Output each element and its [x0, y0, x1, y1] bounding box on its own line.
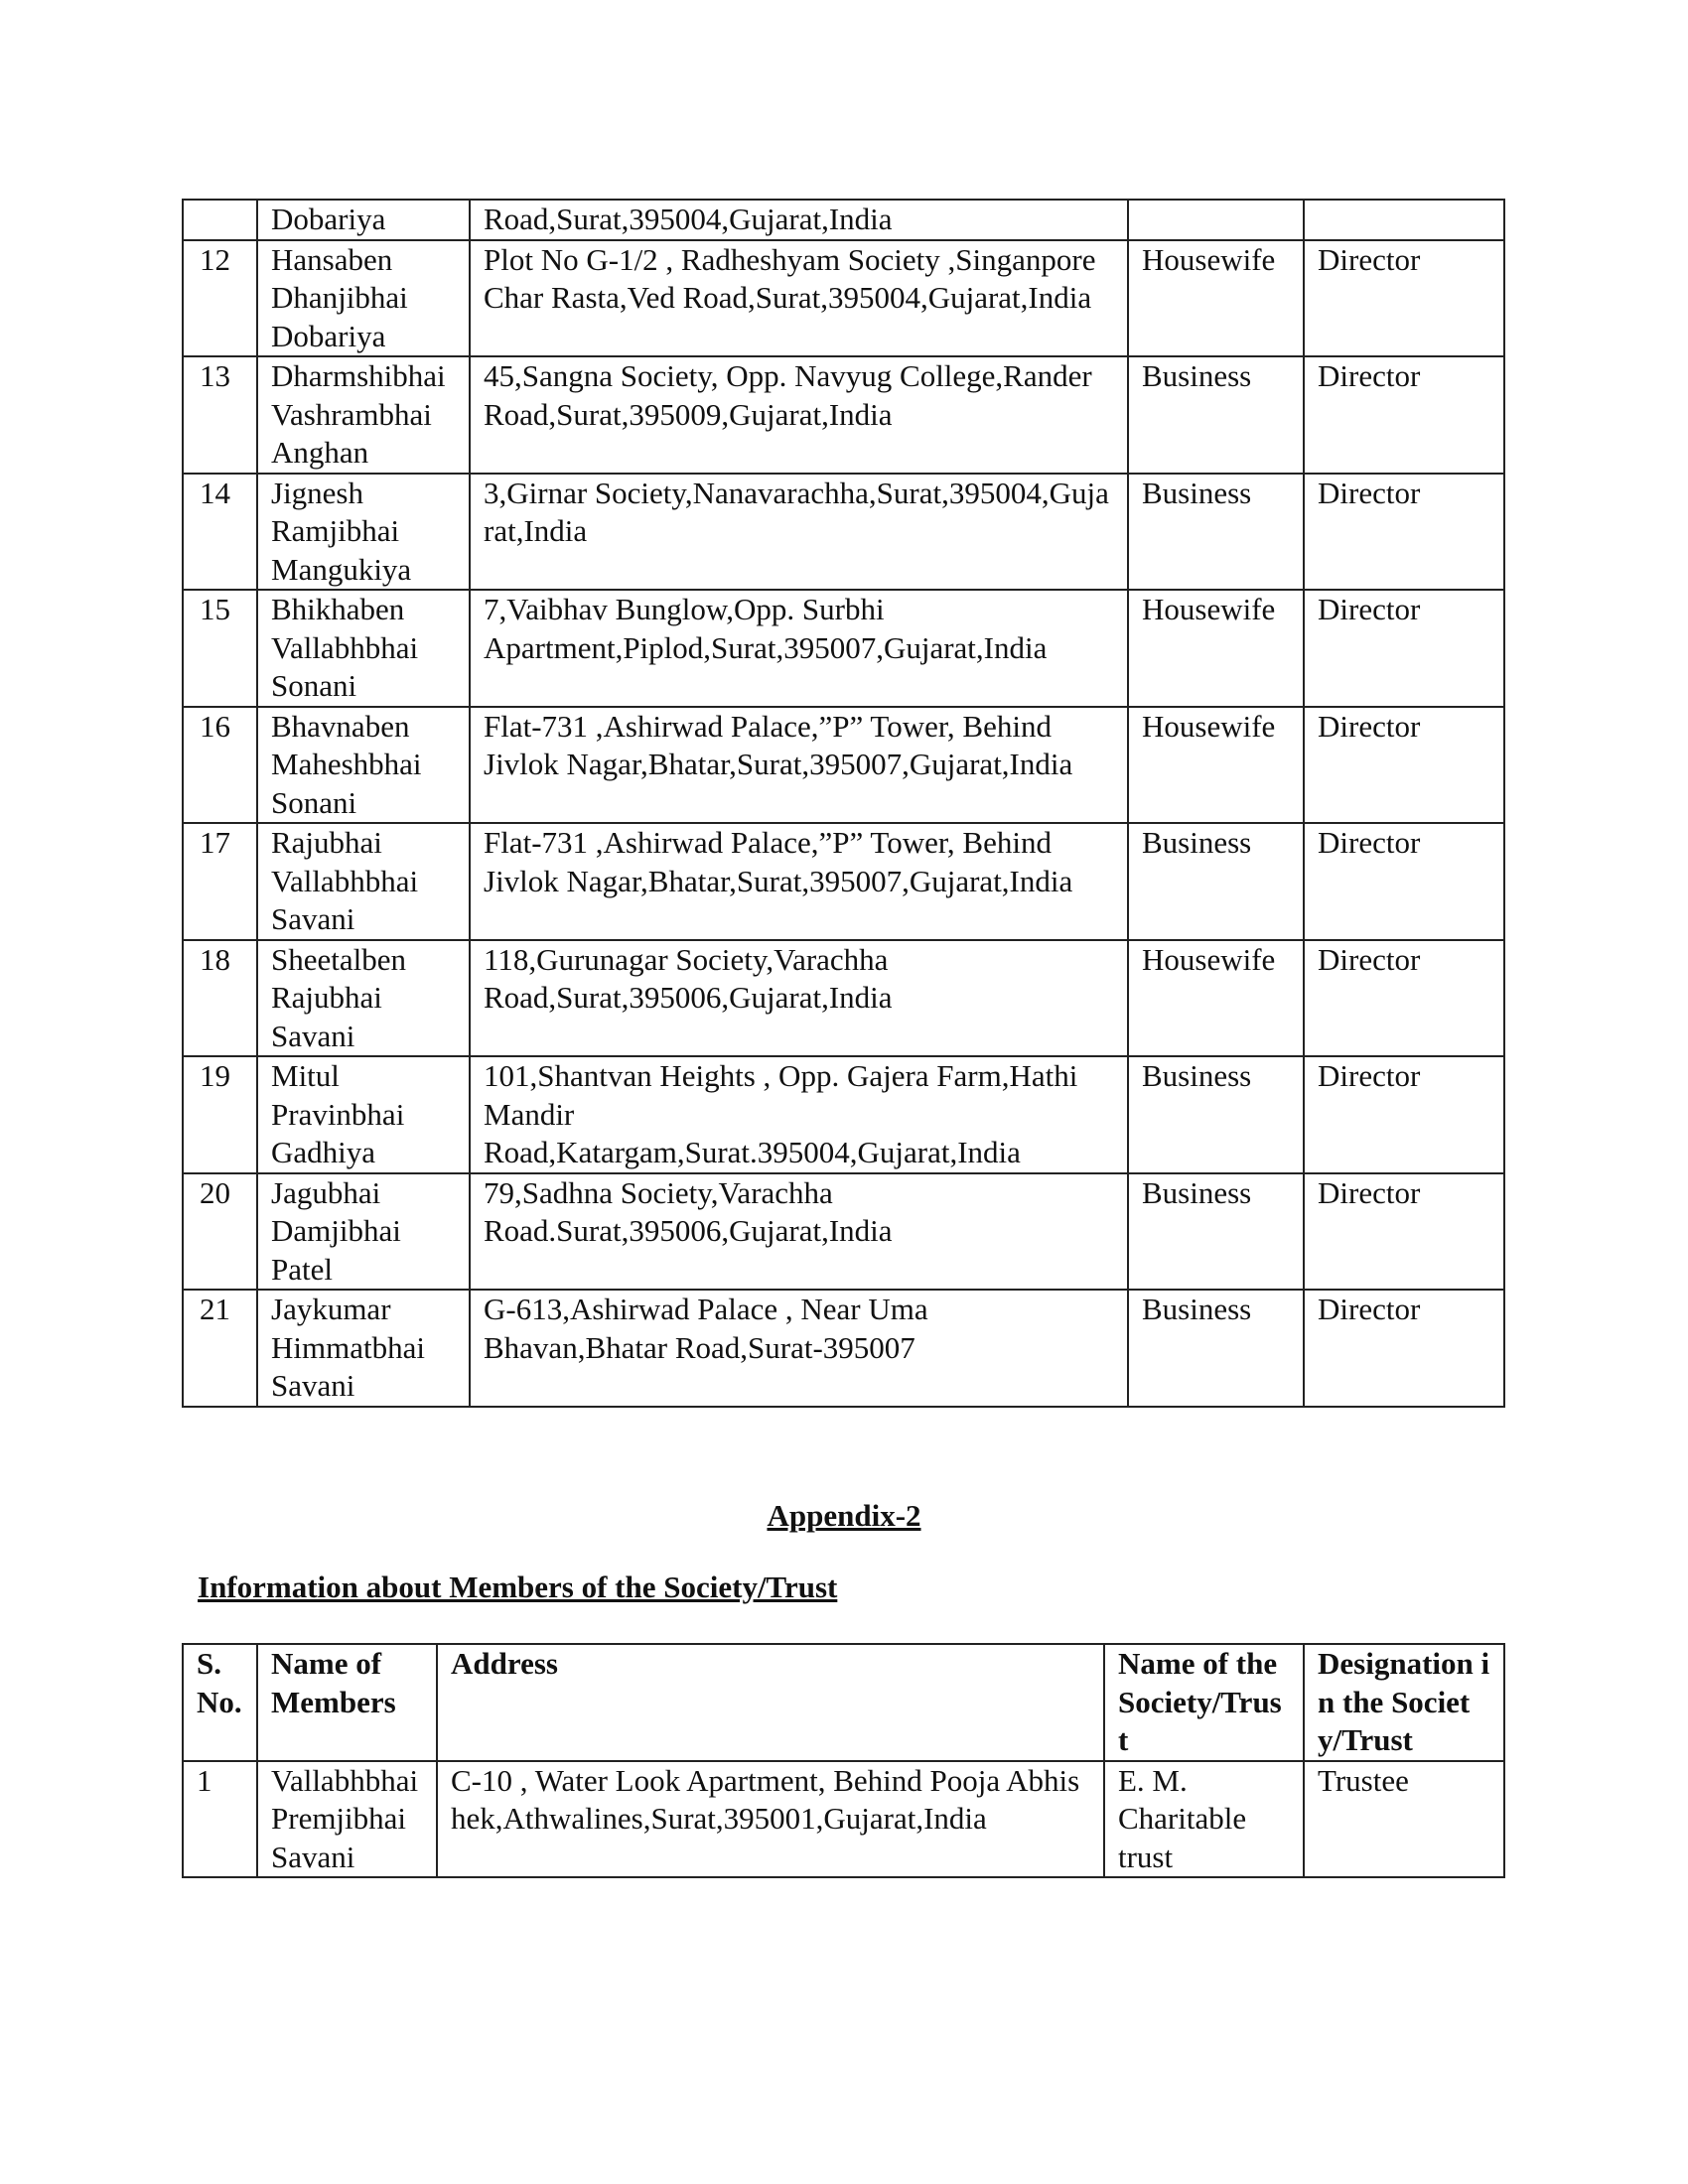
serial-number: 13 — [183, 356, 257, 474]
members-heading: Information about Members of the Society/Trust — [198, 1570, 838, 1604]
director-occupation: Housewife — [1128, 240, 1304, 357]
director-name: Hansaben Dhanjibhai Dobariya — [257, 240, 470, 357]
director-occupation: Business — [1128, 1173, 1304, 1291]
director-address: Flat-731 ,Ashirwad Palace,”P” Tower, Behind Jivlok Nagar,Bhatar,Surat,395007,Gujarat,India — [470, 707, 1128, 824]
director-designation: Director — [1304, 356, 1504, 474]
director-name: Mitul Pravinbhai Gadhiya — [257, 1056, 470, 1173]
table-row — [183, 707, 1504, 824]
member-designation: Trustee — [1304, 1761, 1504, 1878]
serial-number — [183, 200, 257, 240]
member-society: E. M. Charitable trust — [1104, 1761, 1304, 1878]
director-name: Bhavnaben Maheshbhai Sonani — [257, 707, 470, 824]
director-occupation: Business — [1128, 474, 1304, 591]
table-row — [183, 1173, 1504, 1291]
member-address: C-10 , Water Look Apartment, Behind Pooja Abhishek,Athwalines,Surat,395001,Gujarat,India — [437, 1761, 1104, 1878]
serial-number: 12 — [183, 240, 257, 357]
director-address: Road,Surat,395004,Gujarat,India — [470, 200, 1128, 240]
director-address: 101,Shantvan Heights , Opp. Gajera Farm,Hathi Mandir Road,Katargam,Surat.395004,Gujarat,India — [470, 1056, 1128, 1173]
director-designation — [1304, 200, 1504, 240]
director-occupation: Business — [1128, 1290, 1304, 1407]
director-designation: Director — [1304, 590, 1504, 707]
column-header-address: Address — [437, 1644, 1104, 1761]
director-address: Flat-731 ,Ashirwad Palace,”P” Tower, Behind Jivlok Nagar,Bhatar,Surat,395007,Gujarat,India — [470, 823, 1128, 940]
member-name: Vallabhbhai Premjibhai Savani — [257, 1761, 437, 1878]
director-name: Jignesh Ramjibhai Mangukiya — [257, 474, 470, 591]
director-designation: Director — [1304, 1056, 1504, 1173]
director-address: Plot No G-1/2 , Radheshyam Society ,Singanpore Char Rasta,Ved Road,Surat,395004,Gujarat,India — [470, 240, 1128, 357]
director-designation: Director — [1304, 1173, 1504, 1291]
table-row — [183, 200, 1504, 240]
director-occupation: Business — [1128, 823, 1304, 940]
table-row — [183, 474, 1504, 591]
director-designation: Director — [1304, 940, 1504, 1057]
table-row — [183, 823, 1504, 940]
director-occupation: Housewife — [1128, 707, 1304, 824]
table-row — [183, 1290, 1504, 1407]
table-row — [183, 356, 1504, 474]
column-header-sn: S. No. — [183, 1644, 257, 1761]
column-header-society: Name of the Society/Trust — [1104, 1644, 1304, 1761]
director-designation: Director — [1304, 707, 1504, 824]
director-occupation: Business — [1128, 356, 1304, 474]
director-name: Jagubhai Damjibhai Patel — [257, 1173, 470, 1291]
director-occupation: Housewife — [1128, 940, 1304, 1057]
appendix-title: Appendix-2 — [767, 1498, 921, 1533]
table-row — [183, 1761, 1504, 1878]
serial-number: 14 — [183, 474, 257, 591]
director-address: G-613,Ashirwad Palace , Near Uma Bhavan,Bhatar Road,Surat-395007 — [470, 1290, 1128, 1407]
director-name: Dharmshibhai Vashrambhai Anghan — [257, 356, 470, 474]
director-designation: Director — [1304, 1290, 1504, 1407]
director-name: Jaykumar Himmatbhai Savani — [257, 1290, 470, 1407]
director-address: 79,Sadhna Society,Varachha Road.Surat,395006,Gujarat,India — [470, 1173, 1128, 1291]
table-row — [183, 1056, 1504, 1173]
director-address: 45,Sangna Society, Opp. Navyug College,Rander Road,Surat,395009,Gujarat,India — [470, 356, 1128, 474]
director-designation: Director — [1304, 240, 1504, 357]
serial-number: 21 — [183, 1290, 257, 1407]
column-header-name: Name of Members — [257, 1644, 437, 1761]
director-address: 7,Vaibhav Bunglow,Opp. Surbhi Apartment,Piplod,Surat,395007,Gujarat,India — [470, 590, 1128, 707]
director-address: 118,Gurunagar Society,Varachha Road,Surat,395006,Gujarat,India — [470, 940, 1128, 1057]
director-name: Bhikhaben Vallabhbhai Sonani — [257, 590, 470, 707]
director-occupation — [1128, 200, 1304, 240]
members-table — [182, 1643, 1505, 1878]
serial-number: 18 — [183, 940, 257, 1057]
table-row — [183, 940, 1504, 1057]
director-designation: Director — [1304, 474, 1504, 591]
director-designation: Director — [1304, 823, 1504, 940]
director-address: 3,Girnar Society,Nanavarachha,Surat,395004,Gujarat,India — [470, 474, 1128, 591]
director-name: Sheetalben Rajubhai Savani — [257, 940, 470, 1057]
director-name: Rajubhai Vallabhbhai Savani — [257, 823, 470, 940]
director-occupation: Business — [1128, 1056, 1304, 1173]
directors-table — [182, 199, 1505, 1408]
serial-number: 16 — [183, 707, 257, 824]
serial-number: 19 — [183, 1056, 257, 1173]
table-row — [183, 590, 1504, 707]
table-header-row — [183, 1644, 1504, 1761]
table-row — [183, 240, 1504, 357]
director-name: Dobariya — [257, 200, 470, 240]
column-header-designation: Designation in the Society/Trust — [1304, 1644, 1504, 1761]
serial-number: 15 — [183, 590, 257, 707]
director-occupation: Housewife — [1128, 590, 1304, 707]
serial-number: 20 — [183, 1173, 257, 1291]
serial-number: 1 — [183, 1761, 257, 1878]
serial-number: 17 — [183, 823, 257, 940]
